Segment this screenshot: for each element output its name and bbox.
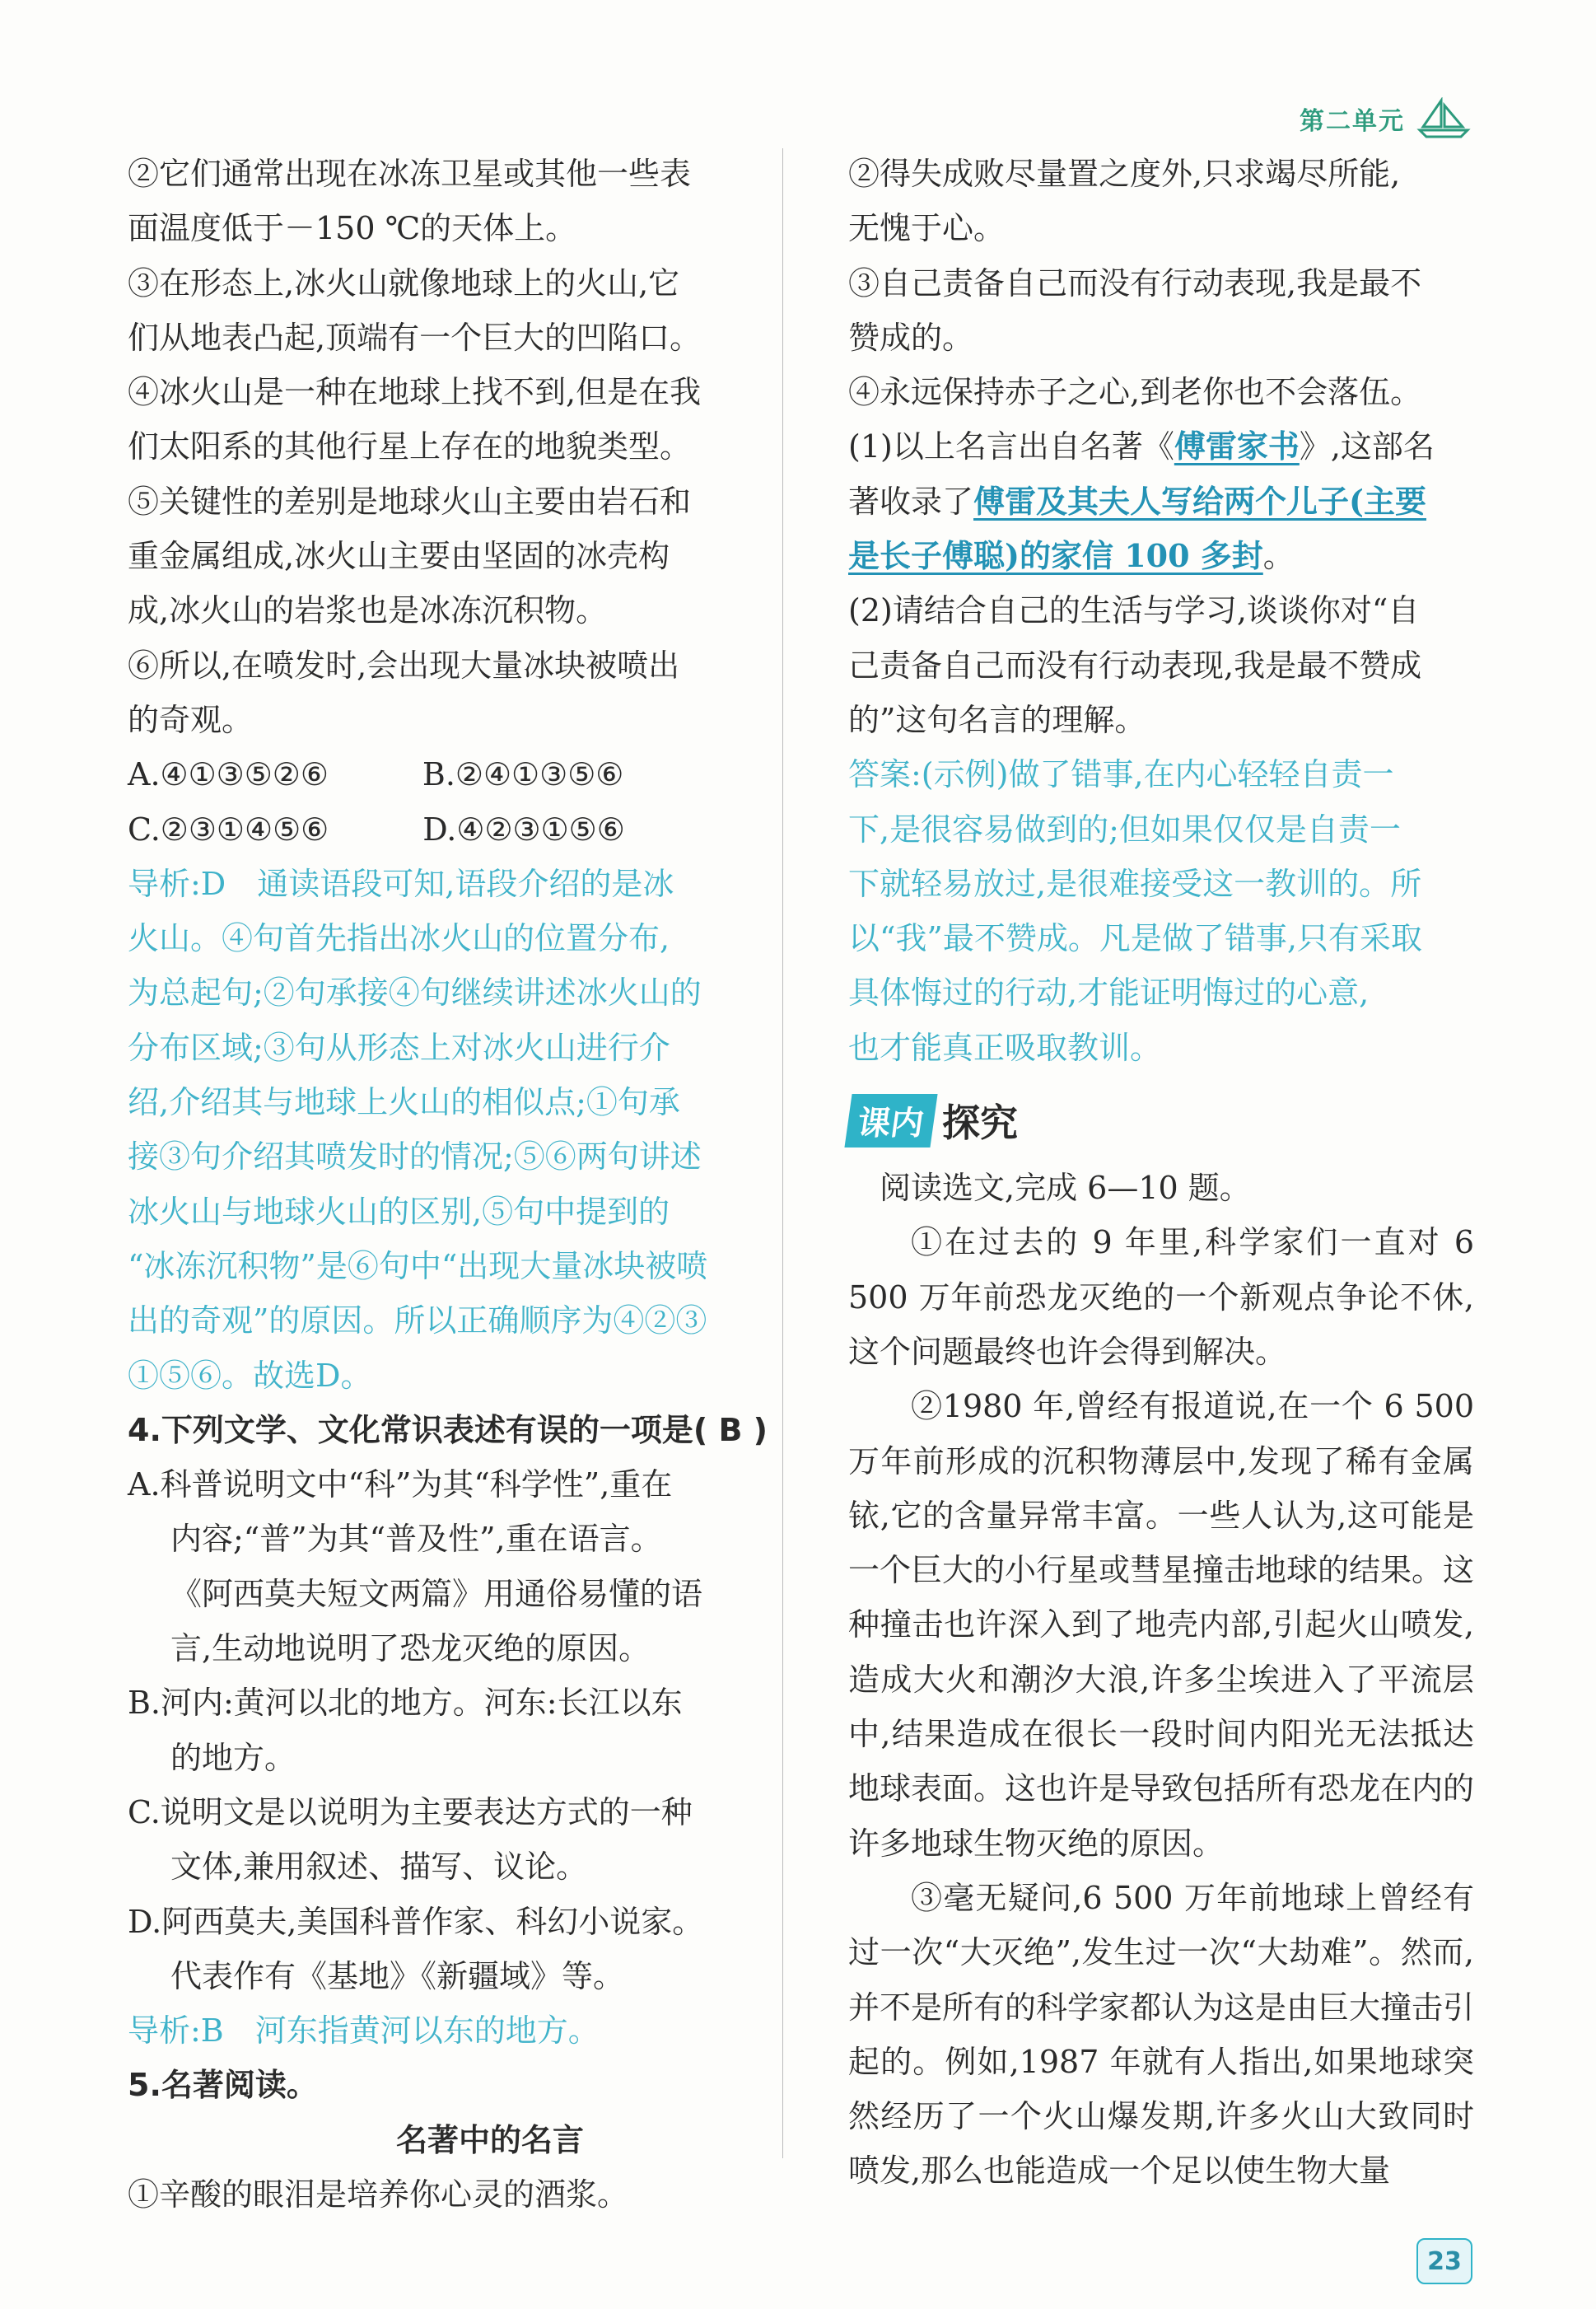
left-line: D.阿西莫夫,美国科普作家、科幻小说家。 [128,1903,704,1940]
left-line: 接③句介绍其喷发时的情况;⑤⑥两句讲述 [128,1138,702,1176]
answer-book-title: 傅雷家书 [1174,428,1300,465]
right_top-line: 赞成的。 [848,319,974,356]
right_top-line: 无愧于心。 [848,210,1006,247]
reading-passage [848,1215,1474,2198]
right_mid-line: 也才能真正吸取教训。 [848,1029,1162,1066]
section-heading [848,1093,1474,1147]
left-line: 名著中的名言 [395,2120,584,2158]
left-line: ①⑤⑥。故选D。 [128,1357,372,1394]
passage-paragraph: ②1980 年,曾经有报道说,在一个 6 500 万年前形成的沉积物薄层中,发现了稀有金属铱,它的含量异常丰富。一些人认为,这可能是一个巨大的小行星或彗星撞击地球的结果。这种撞击也许深入到了地壳内部,引起火山喷发,造成大火和潮汐大浪,许多尘埃进入了平流层中,结果造成在很长一段时间内阳光无法抵达地球表面。这也许是导致包括所有恐龙在内的许多地球生物灭绝的原因。 [848,1388,1475,1862]
left-line: 5.名著阅读。 [128,2067,318,2104]
left-line: 4.下列文学、文化常识表述有误的一项是( B ) [128,1411,768,1448]
right_mid-line: 己责备自己而没有行动表现,我是最不赞成 [848,647,1422,684]
page-number: 23 [1416,2238,1472,2284]
answer-content-2: 是长子傅聪)的家信 100 多封 [848,537,1263,575]
left-line: “冰冻沉积物”是⑥句中“出现大量冰块被喷 [128,1247,708,1284]
left-line: 的奇观。 [128,701,254,738]
left-line: 们从地表凸起,顶端有一个巨大的凹陷口。 [128,319,702,356]
left-line: 们太阳系的其他行星上存在的地貌类型。 [128,428,692,465]
left-line: A.科普说明文中“科”为其“科学性”,重在 [128,1466,673,1503]
right_top-line: ④永远保持赤子之心,到老你也不会落伍。 [848,374,1422,411]
passage-paragraph: ③毫无疑问,6 500 万年前地球上曾经有过一次“大灭绝”,发生过一次“大劫难”。然而,并不是所有的科学家都认为这是由巨大撞击引起的。例如,1987 年就有人指出,如果地球突然经历了一个火山爆发期,许多火山大致同时喷发,那么也能造成一个足以使生物大量 [848,1879,1475,2190]
unit-header [1300,97,1471,140]
right-column [848,147,1474,2199]
sailboat-icon [1416,97,1471,140]
right_mid-line: 以“我”最不赞成。凡是做了错事,只有采取 [848,920,1422,957]
left-line: 为总起句;②句承接④句继续讲述冰火山的 [128,975,702,1012]
section-title: 探究 [942,1101,1018,1146]
left-line: ④冰火山是一种在地球上找不到,但是在我 [128,374,702,411]
passage-paragraph: ①在过去的 9 年里,科学家们一直对 6 500 万年前恐龙灭绝的一个新观点争论不休,这个问题最终也许会得到解决。 [848,1224,1474,1370]
left-line: 文体,兼用叙述、描写、议论。 [170,1849,588,1886]
left-line: 分布区域;③句从形态上对冰火山进行介 [128,1029,670,1066]
right_mid-line: 下,是很容易做到的;但如果仅仅是自责一 [848,811,1401,848]
right_top-line: ②得失成败尽量置之度外,只求竭尽所能, [848,156,1401,192]
left-line: 出的奇观”的原因。所以正确顺序为④②③ [128,1302,707,1339]
right_top-line: ③自己责备自己而没有行动表现,我是最不 [848,264,1422,301]
right_mid-line: 的”这句名言的理解。 [848,701,1146,738]
left-line: 言,生动地说明了恐龙灭绝的原因。 [170,1630,651,1667]
left-line: 面温度低于－150 ℃的天体上。 [128,210,577,247]
left-line: 冰火山与地球火山的区别,⑤句中提到的 [128,1193,670,1230]
q5-part1-line1: (1)以上名言出自名著《傅雷家书》,这部名 [848,428,1435,465]
left-line: 火山。④句首先指出冰火山的位置分布, [128,920,670,957]
q5-part1-line3: 是长子傅聪)的家信 100 多封。 [848,537,1295,575]
right_mid-line: 具体悔过的行动,才能证明悔过的心意, [848,975,1370,1012]
left-line: C.说明文是以说明为主要表达方式的一种 [128,1793,693,1830]
left-line: 重金属组成,冰火山主要由坚固的冰壳构 [128,538,670,575]
left-line: 《阿西莫夫短文两篇》用通俗易懂的语 [170,1575,703,1612]
left-line: ⑤关键性的差别是地球火山主要由岩石和 [128,483,692,520]
left-line: ②它们通常出现在冰冻卫星或其他一些表 [128,156,692,192]
section-badge: 课内 [844,1094,937,1147]
reading-intro: 阅读选文,完成 6—10 题。 [880,1170,1251,1207]
answer-content-1: 傅雷及其夫人写给两个儿子(主要 [973,482,1426,520]
right_mid-line: 下就轻易放过,是很难接受这一教训的。所 [848,865,1422,902]
right_mid-line: 答案:(示例)做了错事,在内心轻轻自责一 [848,756,1394,793]
left-line: ③在形态上,冰火山就像地球上的火山,它 [128,264,680,301]
left-line: 导析:D 通读语段可知,语段介绍的是冰 [128,865,674,902]
left-line: 导析:B 河东指黄河以东的地方。 [128,2012,600,2050]
left-line: 内容;“普”为其“普及性”,重在语言。 [170,1521,662,1558]
left-line: B.河内:黄河以北的地方。河东:长江以东 [128,1685,683,1722]
left-line: C.②③①④⑤⑥ D.④②③①⑤⑥ [128,811,625,848]
left-line: 代表作有《基地》《新疆域》等。 [170,1957,625,1994]
column-divider [782,148,783,2158]
left-column [128,147,768,2222]
left-line: A.④①③⑤②⑥ B.②④①③⑤⑥ [128,756,624,793]
left-line: 成,冰火山的岩浆也是冰冻沉积物。 [128,592,608,629]
left-line: ⑥所以,在喷发时,会出现大量冰块被喷出 [128,647,680,684]
right_mid-line: (2)请结合自己的生活与学习,谈谈你对“自 [848,592,1420,629]
left-line: 绍,介绍其与地球上火山的相似点;①句承 [128,1084,680,1121]
left-line: ①辛酸的眼泪是培养你心灵的酒浆。 [128,2176,629,2213]
q5-part1-line2: 著收录了傅雷及其夫人写给两个儿子(主要 [848,482,1426,520]
left-line: 的地方。 [170,1739,296,1776]
unit-title: 第二单元 [1300,107,1405,136]
